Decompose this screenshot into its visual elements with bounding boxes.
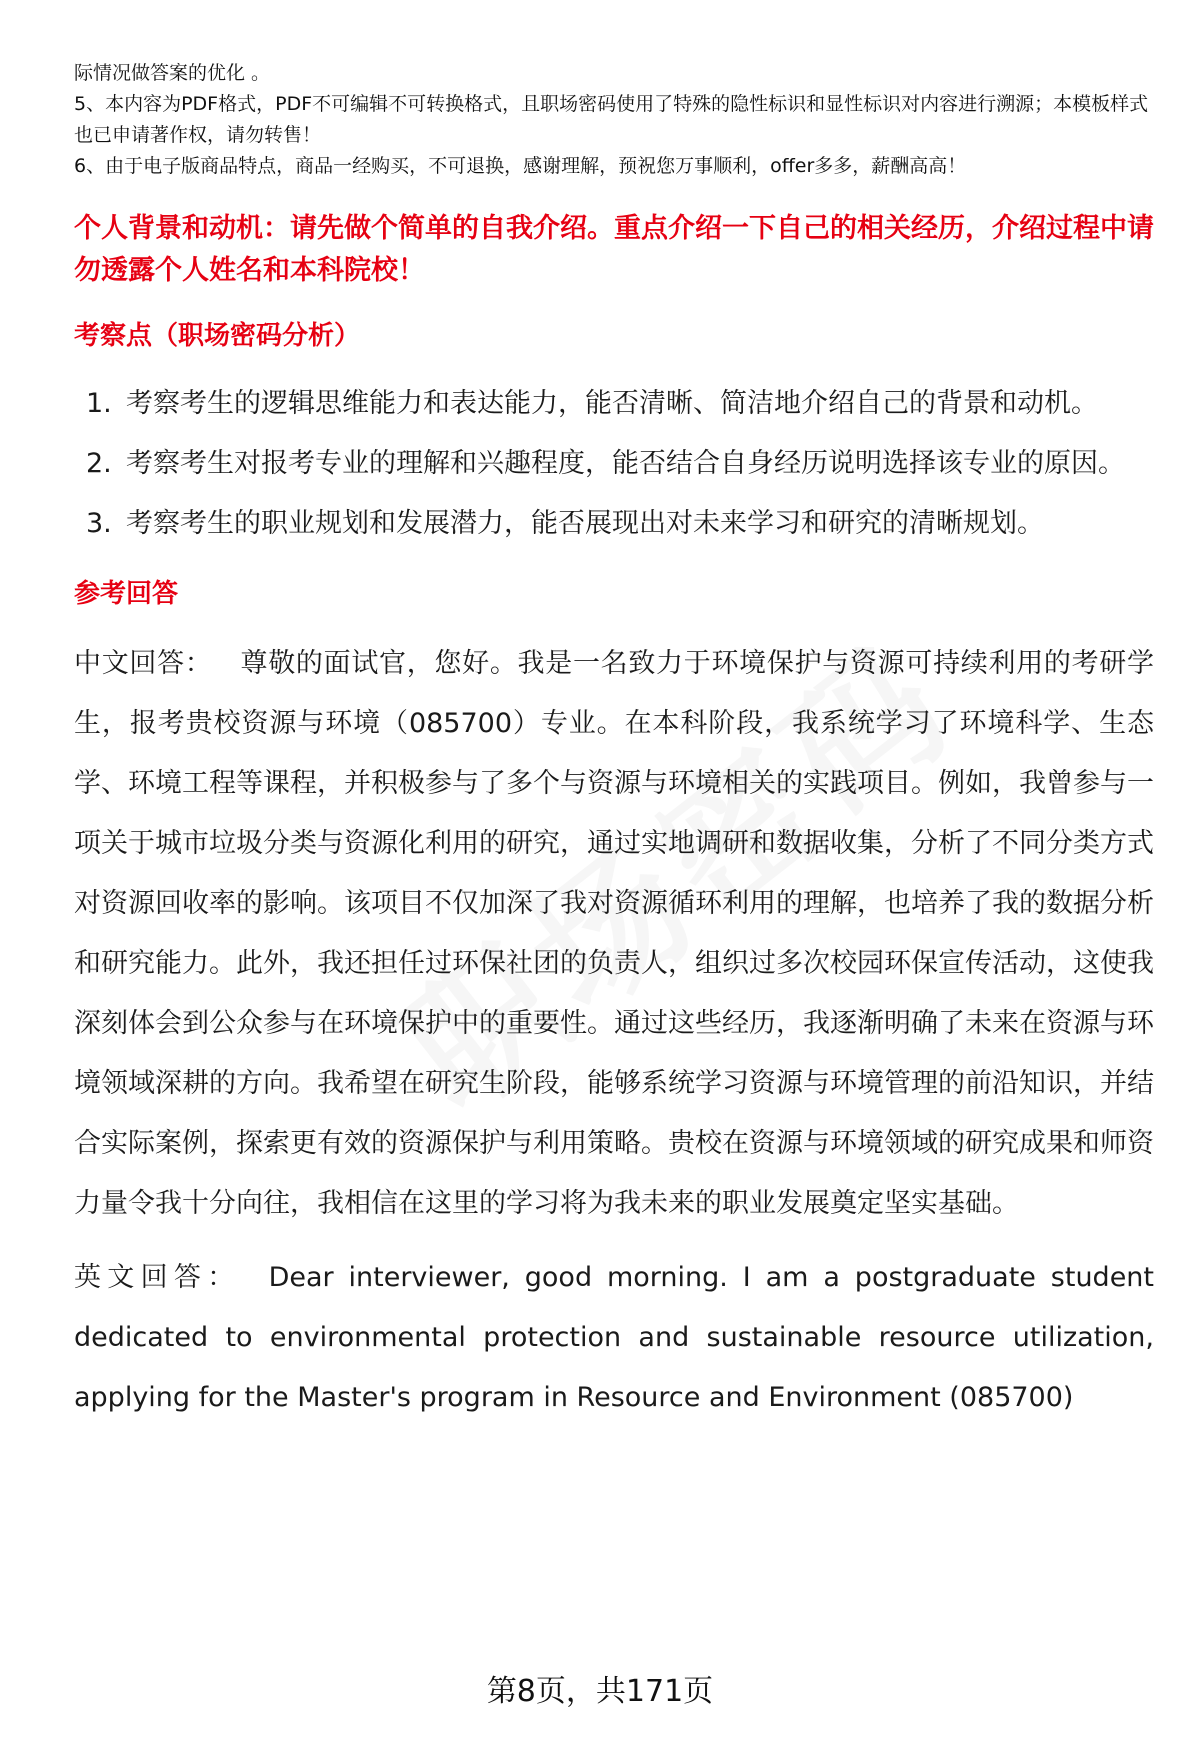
- answer-chinese-text: 尊敬的面试官，您好。我是一名致力于环境保护与资源可持续利用的考研学生，报考贵校资源与环境（085700）专业。在本科阶段，我系统学习了环境科学、生态学、环境工程等课程，并积极参与了多个与资源与环境相关的实践项目。例如，我曾参与一项关于城市垃圾分类与资源化利用的研究，通过实地调研和数据收集，分析了不同分类方式对资源回收率的影响。该项目不仅加深了我对资源循环利用的理解，也培养了我的数据分析和研究能力。此外，我还担任过环保社团的负责人，组织过多次校园环保宣传活动，这使我深刻体会到公众参与在环境保护中的重要性。通过这些经历，我逐渐明确了未来在资源与环境领域深耕的方向。我希望在研究生阶段，能够系统学习资源与环境管理的前沿知识，并结合实际案例，探索更有效的资源保护与利用策略。贵校在资源与环境领域的研究成果和师资力量令我十分向往，我相信在这里的学习将为我未来的职业发展奠定坚实基础。: [74, 648, 1155, 1219]
- document-page: [74, 58, 1154, 1428]
- page-footer: 第8页，共171页: [486, 1674, 714, 1709]
- answer-chinese: [74, 634, 1154, 1234]
- answer-chinese-label: 中文回答：: [74, 648, 213, 679]
- answer-english-label: 英文回答：: [74, 1262, 241, 1293]
- list-item-text: 考察考生的逻辑思维能力和表达能力，能否清晰、简洁地介绍自己的背景和动机。: [126, 388, 1098, 419]
- question-heading: 个人背景和动机：请先做个简单的自我介绍。重点介绍一下自己的相关经历，介绍过程中请勿透露个人姓名和本科院校！: [74, 213, 1154, 286]
- list-item: [74, 374, 1154, 434]
- points-heading: 考察点（职场密码分析）: [74, 321, 361, 351]
- list-item-text: 考察考生对报考专业的理解和兴趣程度，能否结合自身经历说明选择该专业的原因。: [126, 448, 1125, 479]
- list-item-number: 1.: [86, 388, 112, 419]
- list-item: [74, 434, 1154, 494]
- list-item-number: 2.: [86, 448, 112, 479]
- answer-english: [74, 1248, 1154, 1428]
- list-item: [74, 494, 1154, 554]
- note-line: 5、本内容为PDF格式，PDF不可编辑不可转换格式，且职场密码使用了特殊的隐性标识和显性标识对内容进行溯源；本模板样式也已申请著作权，请勿转售！: [74, 93, 1149, 146]
- points-list: [74, 374, 1154, 554]
- note-line: 际情况做答案的优化 。: [74, 62, 271, 84]
- notes-block: [74, 58, 1154, 182]
- note-line: 6、由于电子版商品特点，商品一经购买，不可退换，感谢理解，预祝您万事顺利，offer多多，薪酬高高！: [74, 155, 967, 177]
- list-item-number: 3.: [86, 508, 112, 539]
- answer-english-text: Dear interviewer, good morning. I am a postgraduate student dedicated to environmental protection and sustainable resource utilization, applying for the Master's program in Resource and Environment (085700): [74, 1262, 1154, 1413]
- list-item-text: 考察考生的职业规划和发展潜力，能否展现出对未来学习和研究的清晰规划。: [126, 508, 1044, 539]
- answer-heading: 参考回答: [74, 579, 179, 609]
